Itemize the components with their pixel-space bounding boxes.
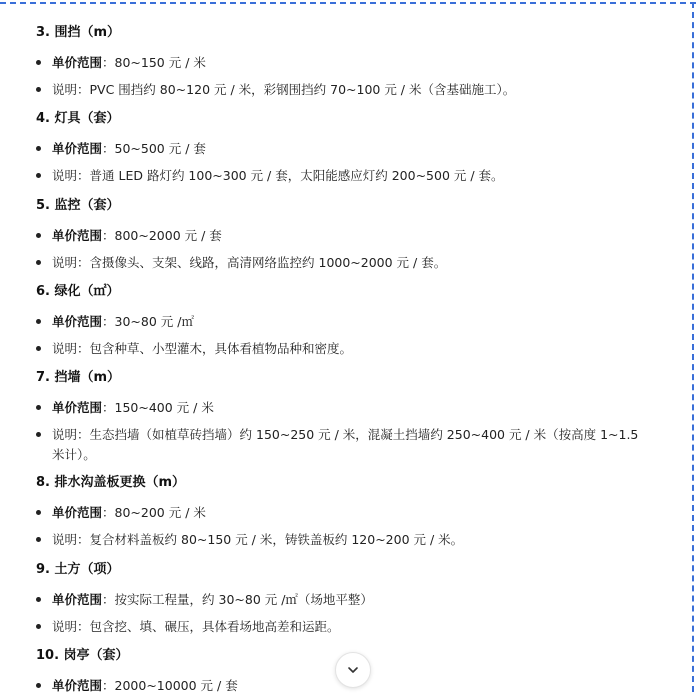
section-heading: 3. 围挡（m）	[36, 25, 121, 40]
price-label: 单价范围	[52, 228, 103, 243]
list-item	[36, 425, 646, 465]
section-heading: 9. 土方（项）	[36, 562, 120, 577]
bullet-icon	[36, 233, 41, 238]
list-item	[36, 503, 646, 523]
list-item	[36, 139, 646, 159]
bullet-icon	[36, 432, 41, 437]
bullet-icon	[36, 537, 41, 542]
bullet-icon	[36, 346, 41, 351]
section-heading: 5. 监控（套）	[36, 198, 120, 213]
bullet-icon	[36, 319, 41, 324]
section-heading: 4. 灯具（套）	[36, 111, 120, 126]
list-item	[36, 53, 646, 73]
bullet-icon	[36, 87, 41, 92]
section-heading: 8. 排水沟盖板更换（m）	[36, 475, 186, 490]
note-value: ：普通 LED 路灯约 100~300 元 / 套，太阳能感应灯约 200~500 元 / 套。	[77, 168, 504, 183]
price-value: ：80~200 元 / 米	[102, 505, 206, 520]
bullet-icon	[36, 683, 41, 688]
note-label: 说明	[52, 532, 78, 547]
note-label: 说明	[52, 619, 78, 634]
price-label: 单价范围	[52, 55, 103, 70]
scroll-down-button[interactable]	[335, 652, 371, 688]
list-item	[36, 617, 646, 637]
price-label: 单价范围	[52, 400, 103, 415]
note-value: ：包含挖、填、碾压，具体看场地高差和运距。	[77, 619, 340, 634]
list-item	[36, 339, 646, 359]
price-value: ：50~500 元 / 套	[102, 141, 206, 156]
note-value: ：包含种草、小型灌木，具体看植物品种和密度。	[77, 341, 353, 356]
price-value: ：150~400 元 / 米	[102, 400, 214, 415]
note-label: 说明	[52, 255, 78, 270]
note-label: 说明	[52, 341, 78, 356]
price-label: 单价范围	[52, 505, 103, 520]
bullet-icon	[36, 260, 41, 265]
price-label: 单价范围	[52, 678, 103, 693]
price-value: ：80~150 元 / 米	[102, 55, 206, 70]
price-value: ：2000~10000 元 / 套	[102, 678, 238, 693]
list-item	[36, 80, 646, 100]
note-value: ：复合材料盖板约 80~150 元 / 米，铸铁盖板约 120~200 元 / 米。	[77, 532, 464, 547]
note-value: ：含摄像头、支架、线路，高清网络监控约 1000~2000 元 / 套。	[77, 255, 447, 270]
price-value: ：30~80 元 /㎡	[102, 314, 194, 329]
price-value: ：按实际工程量，约 30~80 元 /㎡（场地平整）	[102, 592, 373, 607]
note-value: ：生态挡墙（如植草砖挡墙）约 150~250 元 / 米，混凝土挡墙约 250~400 元 / 米（按高度 1~1.5 米计）。	[52, 427, 639, 462]
bullet-icon	[36, 173, 41, 178]
section-heading: 6. 绿化（㎡）	[36, 284, 120, 299]
bullet-icon	[36, 624, 41, 629]
list-item	[36, 530, 646, 550]
price-value: ：800~2000 元 / 套	[102, 228, 222, 243]
note-label: 说明	[52, 168, 78, 183]
list-item	[36, 166, 646, 186]
note-label: 说明	[52, 82, 78, 97]
list-item	[36, 312, 646, 332]
bullet-icon	[36, 510, 41, 515]
note-label: 说明	[52, 427, 78, 442]
bullet-icon	[36, 597, 41, 602]
chevron-down-icon	[346, 663, 360, 677]
bullet-icon	[36, 60, 41, 65]
list-item	[36, 226, 646, 246]
list-item	[36, 398, 646, 418]
list-item	[36, 253, 646, 273]
list-item	[36, 590, 646, 610]
section-heading: 7. 挡墙（m）	[36, 370, 121, 385]
price-label: 单价范围	[52, 592, 103, 607]
dashed-right-border	[692, 2, 694, 692]
bullet-icon	[36, 146, 41, 151]
bullet-icon	[36, 405, 41, 410]
price-label: 单价范围	[52, 314, 103, 329]
section-heading: 10. 岗亭（套）	[36, 648, 129, 663]
note-value: ：PVC 围挡约 80~120 元 / 米，彩钢围挡约 70~100 元 / 米（含基础施工）。	[77, 82, 516, 97]
price-label: 单价范围	[52, 141, 103, 156]
